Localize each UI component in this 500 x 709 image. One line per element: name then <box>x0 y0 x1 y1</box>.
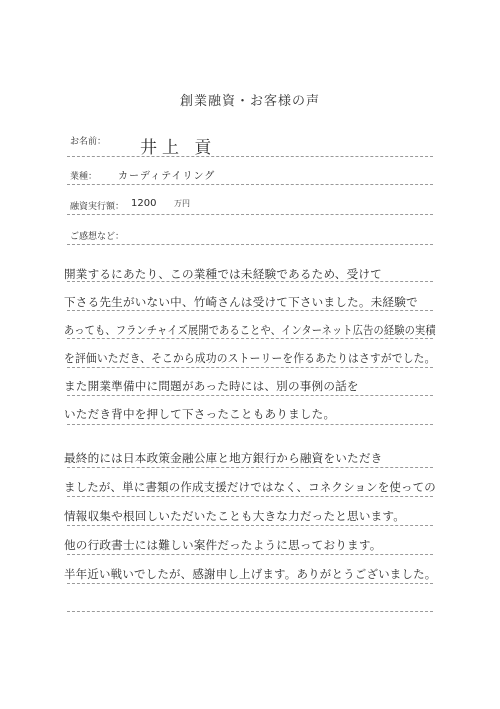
name-label: お名前： <box>70 137 107 147</box>
impression-line: を評価いただき、そこから成功のストーリーを作るあたりはさすがでした。 <box>64 351 436 365</box>
ruled-line <box>67 467 433 468</box>
ruled-line <box>67 554 433 555</box>
ruled-line <box>67 611 433 612</box>
ruled-line <box>67 281 433 282</box>
impression-line: あっても、フランチャイズ展開であることや、インターネット広告の経験の実積 <box>64 323 436 337</box>
divider <box>67 214 433 215</box>
ruled-line <box>67 496 433 497</box>
industry-label: 業種： <box>70 172 98 182</box>
ruled-line <box>67 424 433 425</box>
ruled-line <box>67 367 433 368</box>
impression-line: 開業するにあたり、この業種では未経験であるため、受けて <box>64 267 382 281</box>
ruled-line <box>67 310 433 311</box>
divider <box>67 156 433 157</box>
amount-unit: 万円 <box>174 199 190 208</box>
impression-line: 下さる先生がいない中、竹崎さんは受けて下さいました。未経験で <box>64 295 418 309</box>
ruled-line <box>67 338 433 339</box>
ruled-line <box>67 525 433 526</box>
ruled-line <box>67 583 433 584</box>
impression-line: 他の行政書士には難しい案件だったように思っております。 <box>64 538 382 552</box>
industry-value: カーディテイリング <box>118 171 216 182</box>
amount-value: 1200 <box>131 198 157 209</box>
impression-line: いただき背中を押して下さったこともありました。 <box>64 407 336 421</box>
impression-line: 最終的には日本政策金融公庫と地方銀行から融資をいただき <box>64 451 383 465</box>
impression-line: 半年近い戦いでしたが、感謝申し上げます。ありがとうございました。 <box>64 567 437 581</box>
page-title: 創業融資・お客様の声 <box>179 94 320 109</box>
divider <box>67 244 433 245</box>
divider <box>67 184 433 185</box>
amount-label: 融資実行額： <box>70 202 125 212</box>
name-value: 井上 貢 <box>140 138 217 158</box>
impression-line: ましたが、単に書類の作成支援だけではなく、コネクションを使っての <box>64 480 436 494</box>
impression-line: 情報収集や根回しいただいたことも大きな力だったと思います。 <box>64 509 406 523</box>
ruled-line <box>67 395 433 396</box>
impression-line: また開業準備中に問題があった時には、別の事例の話を <box>64 379 359 393</box>
impressions-label: ご感想など： <box>70 232 125 242</box>
